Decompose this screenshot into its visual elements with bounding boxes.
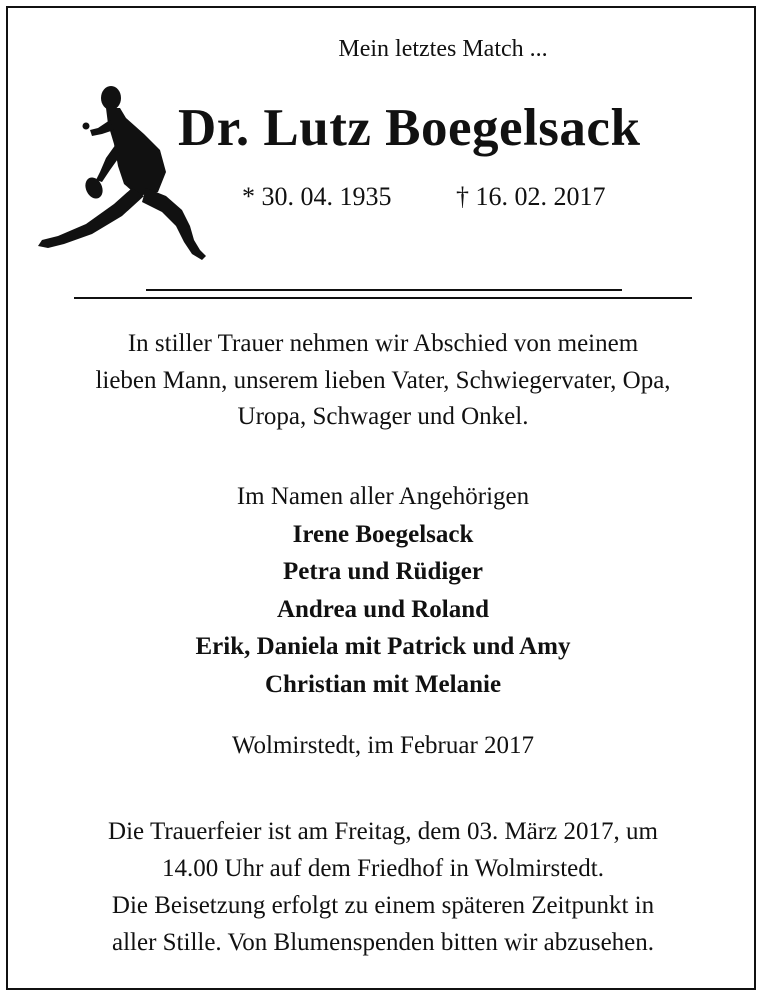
ceremony-info bbox=[20, 813, 746, 961]
death-date: † 16. 02. 2017 bbox=[456, 182, 606, 211]
intro-line: Uropa, Schwager und Onkel. bbox=[237, 403, 529, 430]
deceased-name: Dr. Lutz Boegelsack bbox=[178, 99, 641, 157]
mourner-name: Petra und Rüdiger bbox=[283, 558, 483, 585]
divider-long bbox=[74, 297, 692, 299]
mourner-name: Christian mit Melanie bbox=[264, 670, 502, 698]
ceremony-line: aller Stille. Von Blumenspenden bitten wir abzusehen. bbox=[111, 929, 655, 956]
intro-text bbox=[20, 326, 746, 436]
tagline: Mein letztes Match ... bbox=[338, 36, 548, 62]
birth-date: * 30. 04. 1935 bbox=[242, 182, 392, 211]
mourner-name: Andrea und Roland bbox=[276, 595, 490, 623]
divider-short bbox=[146, 289, 622, 291]
ceremony-line: Die Trauerfeier ist am Freitag, dem 03. März 2017, um bbox=[108, 818, 658, 845]
intro-line: In stiller Trauer nehmen wir Abschied von meinem bbox=[127, 330, 639, 357]
ceremony-line: 14.00 Uhr auf dem Friedhof in Wolmirstedt. bbox=[162, 855, 604, 882]
mourner-name: Erik, Daniela mit Patrick und Amy bbox=[195, 633, 571, 660]
mourners-heading: Im Namen aller Angehörigen bbox=[236, 483, 530, 510]
life-dates bbox=[242, 182, 606, 212]
mourners-list bbox=[20, 478, 746, 703]
place-and-date: Wolmirstedt, im Februar 2017 bbox=[231, 732, 535, 759]
intro-line: lieben Mann, unserem lieben Vater, Schwiegervater, Opa, bbox=[95, 366, 671, 394]
ceremony-line: Die Beisetzung erfolgt zu einem späteren Zeitpunkt in bbox=[111, 892, 655, 919]
mourner-name: Irene Boegelsack bbox=[292, 520, 474, 548]
